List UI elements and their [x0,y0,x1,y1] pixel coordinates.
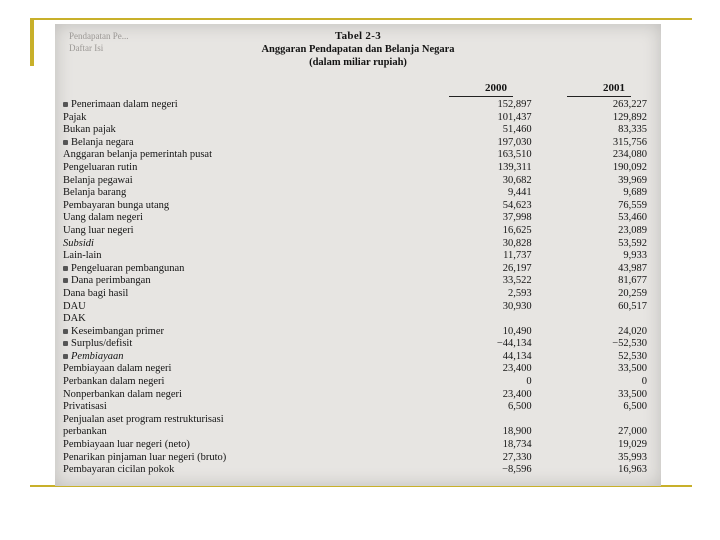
table-row [63,250,647,263]
value-2001: 53,460 [618,212,647,224]
row-label [63,200,451,213]
value-2000: 51,460 [502,124,532,136]
table-row [63,275,647,288]
row-label [63,401,451,414]
value-2000: 197,030 [497,136,532,148]
row-label-text: Dana bagi hasil [63,287,129,299]
table-row [63,464,647,477]
value-2001: 81,677 [618,275,647,287]
bullet-icon [63,341,68,346]
value-2000 [451,414,532,427]
row-label-text: Penarikan pinjaman luar negeri (bruto) [63,451,227,463]
row-label [63,414,451,427]
table-row [63,363,647,376]
row-label-text: Privatisasi [63,401,107,413]
value-2001: 234,080 [612,149,647,161]
row-label [63,263,451,276]
row-label-text: Pembayaran bunga utang [63,199,170,211]
value-2000: 18,734 [502,439,532,451]
bullet-icon [63,102,68,107]
value-2000: 101,437 [497,111,532,123]
table-row [63,401,647,414]
row-label [63,124,451,137]
row-label [63,137,451,150]
value-2000: 6,500 [508,401,532,413]
table-row [63,426,647,439]
row-label-text: Pajak [63,111,87,123]
value-2001: 24,020 [618,325,647,337]
table-row [63,149,647,162]
table-row [63,452,647,465]
value-2000: 152,897 [497,99,532,110]
table-row [63,263,647,276]
slide-left-accent [30,18,34,66]
row-label [63,313,451,326]
row-label-text: Dana perimbangan [71,275,151,287]
row-label [63,225,451,238]
value-2000: 26,197 [502,262,532,274]
table-row [63,137,647,150]
value-2000 [451,313,532,326]
value-2001: 20,259 [618,287,647,299]
value-2000: 11,737 [503,250,532,262]
row-label [63,149,451,162]
row-label-text: Keseimbangan primer [71,325,165,337]
table-row [63,200,647,213]
row-label [63,376,451,389]
table-row [63,301,647,314]
value-2001: 76,559 [618,199,647,211]
row-label [63,452,451,465]
table-row [63,124,647,137]
row-label-text: Bukan pajak [63,124,116,136]
row-label-text: Belanja negara [71,136,134,148]
column-header-2001: 2001 [603,82,625,94]
row-label [63,326,451,339]
table-row [63,238,647,251]
value-2000: −44,134 [496,338,532,350]
table-title: Tabel 2-3 [335,30,381,42]
table-row [63,376,647,389]
value-2000: 16,625 [502,224,532,236]
table-row [63,351,647,364]
row-label-text: Nonperbankan dalam negeri [63,388,182,400]
row-label-text: Pembiayaan [71,350,124,362]
bullet-icon [63,266,68,271]
value-2001: 315,756 [612,136,647,148]
value-2001: 39,969 [618,174,647,186]
value-2000: 9,441 [508,187,532,199]
bullet-icon [63,329,68,334]
table-row [63,313,647,326]
value-2001: 27,000 [618,426,647,438]
table-subtitle: Anggaran Pendapatan dan Belanja Negara [261,44,455,55]
table-unit: (dalam miliar rupiah) [309,57,407,68]
value-2001: 16,963 [618,464,647,476]
row-label [63,187,451,200]
table-row [63,326,647,339]
value-2001: 6,500 [623,401,647,413]
row-label-text: Pengeluaran pembangunan [71,262,185,274]
value-2000: 0 [526,376,532,388]
value-2001: 129,892 [612,111,647,123]
column-header-underline [449,96,513,97]
slide-top-rule [30,18,692,20]
value-2000: 27,330 [502,451,532,463]
row-label [63,275,451,288]
value-2000: 37,998 [502,212,532,224]
column-header-2000: 2000 [485,82,507,94]
value-2001: 33,500 [618,363,647,375]
value-2001: −52,530 [612,338,647,350]
value-2001: 9,933 [623,250,647,262]
table-row [63,99,647,112]
row-label [63,238,451,251]
row-label-text: Pengeluaran rutin [63,161,138,173]
row-label-text: Subsidi [63,237,94,249]
row-label-text: Pembiayaan dalam negeri [63,363,172,375]
table-row [63,288,647,301]
value-2000: 30,828 [502,237,532,249]
row-label [63,288,451,301]
value-2001: 9,689 [623,187,647,199]
value-2001: 0 [641,376,647,388]
row-label [63,212,451,225]
row-label [63,250,451,263]
faded-note-line: Daftar Isi [69,43,104,53]
row-label-text: perbankan [63,426,107,438]
bullet-icon [63,354,68,359]
faded-note-line: Pendapatan Pe... [69,31,129,41]
table-row [63,162,647,175]
value-2000: 23,400 [502,388,532,400]
row-label-text: Uang dalam negeri [63,212,143,224]
value-2001: 23,089 [618,224,647,236]
value-2001: 19,029 [618,439,647,451]
value-2000: 44,134 [502,350,532,362]
table-row [63,338,647,351]
table-row [63,439,647,452]
value-2001: 35,993 [618,451,647,463]
row-label [63,338,451,351]
value-2001: 53,592 [618,237,647,249]
row-label-text: Belanja pegawai [63,174,133,186]
table-row [63,175,647,188]
row-label [63,464,451,477]
row-label [63,112,451,125]
value-2000: 33,522 [502,275,532,287]
table-row [63,112,647,125]
row-label-text: Penerimaan dalam negeri [71,99,178,110]
value-2001 [532,414,647,427]
row-label-text: Surplus/defisit [71,338,133,350]
value-2001: 52,530 [618,350,647,362]
value-2001: 190,092 [612,161,647,173]
row-label-text: Pembayaran cicilan pokok [63,464,175,476]
table-row [63,212,647,225]
row-label-text: Belanja barang [63,187,127,199]
row-label-text: Lain-lain [63,250,102,262]
row-label [63,389,451,402]
row-label-text: Perbankan dalam negeri [63,376,165,388]
value-2001: 43,987 [618,262,647,274]
row-label [63,426,451,439]
value-2000: 18,900 [502,426,532,438]
row-label [63,99,451,112]
bullet-icon [63,140,68,145]
scanned-table-image [55,24,661,486]
value-2000: 23,400 [502,363,532,375]
value-2001 [532,313,647,326]
row-label [63,439,451,452]
table-row [63,187,647,200]
table-row [63,225,647,238]
value-2000: 2,593 [508,287,532,299]
row-label-text: DAK [63,313,86,325]
table-row [63,389,647,402]
value-2001: 33,500 [618,388,647,400]
table-row [63,414,647,427]
value-2000: 10,490 [502,325,532,337]
row-label-text: Anggaran belanja pemerintah pusat [63,149,212,161]
row-label-text: DAU [63,300,86,312]
row-label [63,301,451,314]
bullet-icon [63,278,68,283]
value-2000: 163,510 [497,149,532,161]
value-2000: 30,682 [502,174,532,186]
column-header-underline [567,96,631,97]
row-label [63,351,451,364]
value-2001: 83,335 [618,124,647,136]
value-2000: 139,311 [497,161,532,173]
budget-table [63,99,647,477]
row-label-text: Pembiayaan luar negeri (neto) [63,439,190,451]
value-2000: −8,596 [502,464,532,476]
row-label-text: Uang luar negeri [63,224,134,236]
value-2000: 30,930 [502,300,532,312]
value-2001: 60,517 [618,300,647,312]
value-2001: 263,227 [612,99,647,110]
value-2000: 54,623 [502,199,532,211]
row-label [63,175,451,188]
row-label [63,162,451,175]
row-label [63,363,451,376]
row-label-text: Penjualan aset program restrukturisasi [63,413,224,425]
